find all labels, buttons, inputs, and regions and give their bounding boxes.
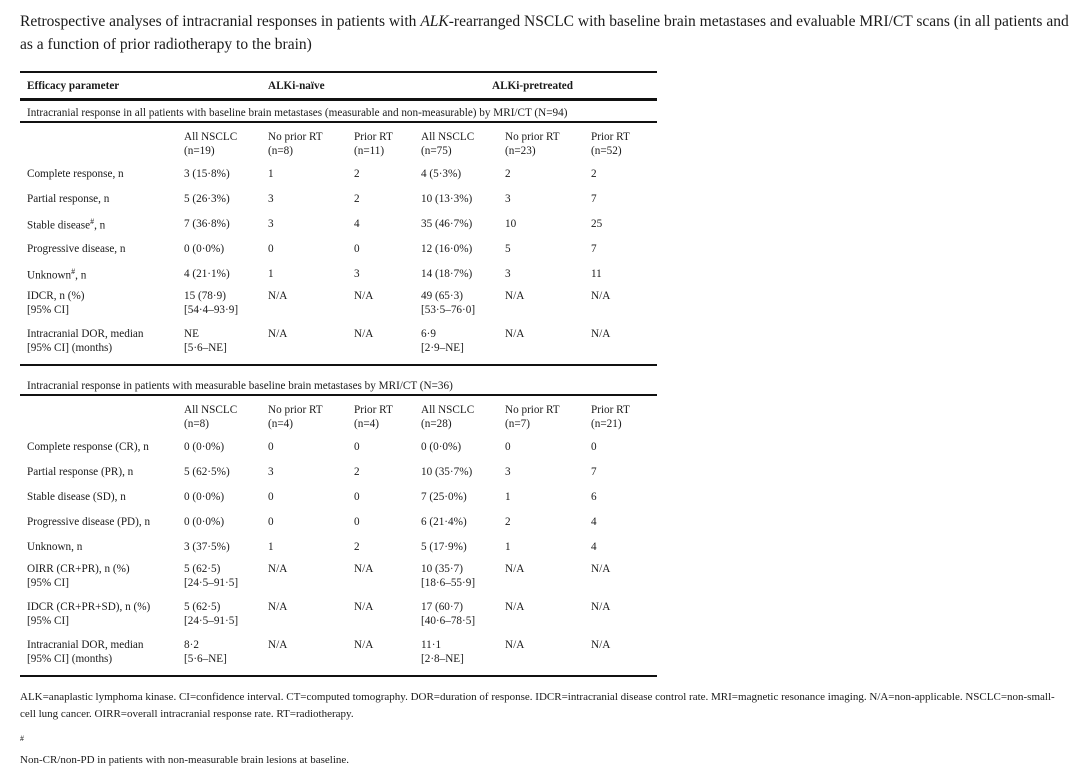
subheader-cell: All NSCLC (n=28) [421, 404, 475, 430]
subheader-cell: All NSCLC (n=75) [421, 131, 475, 157]
table-row [20, 635, 657, 673]
table-cell: N/A [591, 290, 611, 302]
table-cell: 3 [268, 217, 274, 230]
table-cell: N/A [268, 290, 288, 302]
table-cell: N/A [505, 328, 525, 340]
table-cell: 1 [268, 540, 274, 553]
table-cell: 0 [591, 440, 597, 453]
table-row [20, 434, 657, 459]
table-cell: 2 [354, 192, 360, 205]
table-row [20, 324, 657, 362]
table-cell: N/A [591, 328, 611, 340]
row-label: Intracranial DOR, median [95% CI] (months) [27, 639, 144, 665]
table-cell: 6 (21·4%) [421, 515, 467, 528]
table-cell: 0 [268, 515, 274, 528]
row-label: IDCR, n (%) [95% CI] [27, 290, 85, 316]
subheader-cell: Prior RT (n=11) [354, 131, 393, 157]
header-alki-pretreated: ALKi-pretreated [492, 79, 573, 92]
table-cell: 2 [505, 515, 511, 528]
table-cell: 0 [505, 440, 511, 453]
table-cell: 3 [505, 267, 511, 280]
table-row [20, 261, 657, 286]
table-cell: 3 [505, 192, 511, 205]
table-cell: N/A [354, 601, 374, 613]
table-cell: 2 [354, 465, 360, 478]
subheader-cell: All NSCLC (n=8) [184, 404, 238, 430]
row-label: Stable disease#, n [27, 216, 106, 232]
table-cell: 1 [505, 540, 511, 553]
table-cell: 1 [268, 267, 274, 280]
table-cell: 0 (0·0%) [421, 440, 462, 453]
table-cell: 5 (62·5%) [184, 465, 230, 478]
table-cell: 3 (15·8%) [184, 167, 230, 180]
table-cell: 10 (35·7%) [421, 465, 473, 478]
row-label: Complete response (CR), n [27, 440, 149, 453]
row-label: Unknown, n [27, 540, 83, 553]
table-cell: 3 (37·5%) [184, 540, 230, 553]
table-cell: N/A [268, 601, 288, 613]
table-cell: 3 [354, 267, 360, 280]
table-cell: 6 [591, 490, 597, 503]
table-cell: 10 [505, 217, 517, 230]
section-title: Intracranial response in patients with measurable baseline brain metastases by MRI/CT (N=36) [20, 376, 657, 396]
table-cell: 4 (21·1%) [184, 267, 230, 280]
table-cell: 0 (0·0%) [184, 440, 225, 453]
table-row [20, 534, 657, 559]
subheader-cell: Prior RT (n=21) [591, 404, 630, 430]
table-cell: 10 (13·3%) [421, 192, 473, 205]
table-cell: 7 [591, 465, 597, 478]
row-label: Partial response (PR), n [27, 465, 134, 478]
table-cell: 11·1 [2·8–NE] [421, 639, 464, 665]
table-row [20, 597, 657, 635]
table-cell: N/A [505, 639, 525, 651]
table-cell: 0 (0·0%) [184, 242, 225, 255]
table-cell: 2 [505, 167, 511, 180]
table-cell: 5 (26·3%) [184, 192, 230, 205]
table-cell: N/A [354, 328, 374, 340]
table-row [20, 559, 657, 597]
table-row [20, 161, 657, 186]
table-cell: 4 [591, 515, 597, 528]
table-cell: N/A [268, 639, 288, 651]
table-cell: 3 [268, 465, 274, 478]
table-row [20, 286, 657, 324]
table-cell: 0 (0·0%) [184, 490, 225, 503]
table-cell: 0 [268, 440, 274, 453]
table-cell: 5 (62·5) [24·5–91·5] [184, 563, 239, 589]
table-cell: 0 [354, 490, 360, 503]
row-label: IDCR (CR+PR+SD), n (%) [95% CI] [27, 601, 151, 627]
row-label: Complete response, n [27, 167, 124, 180]
table-cell: 0 [354, 515, 360, 528]
table-cell: 0 (0·0%) [184, 515, 225, 528]
row-label: Progressive disease (PD), n [27, 515, 151, 528]
table-cell: 3 [505, 465, 511, 478]
table-cell: N/A [505, 601, 525, 613]
table-cell: 12 (16·0%) [421, 242, 473, 255]
table-cell: N/A [354, 563, 374, 575]
row-label: Progressive disease, n [27, 242, 126, 255]
row-label: Stable disease (SD), n [27, 490, 126, 503]
header-alki-naive: ALKi-naïve [268, 79, 325, 92]
subheader-cell: No prior RT (n=4) [268, 404, 323, 430]
table-cell: N/A [268, 328, 288, 340]
table-cell: 6·9 [2·9–NE] [421, 328, 464, 354]
table-cell: N/A [591, 601, 611, 613]
row-label: Unknown#, n [27, 266, 87, 282]
subheader-cell: No prior RT (n=8) [268, 131, 323, 157]
subheader-cell: Prior RT (n=52) [591, 131, 630, 157]
table-cell: N/A [591, 563, 611, 575]
table-cell: 7 [591, 242, 597, 255]
table-cell: 5 (62·5) [24·5–91·5] [184, 601, 239, 627]
table-cell: N/A [268, 563, 288, 575]
table-cell: 7 (25·0%) [421, 490, 467, 503]
header-efficacy-parameter: Efficacy parameter [27, 79, 120, 92]
subheader-cell: Prior RT (n=4) [354, 404, 393, 430]
table-cell: 1 [268, 167, 274, 180]
table-cell: N/A [505, 290, 525, 302]
table-cell: 25 [591, 217, 603, 230]
empty-cell [20, 130, 184, 161]
row-label: Partial response, n [27, 192, 110, 205]
column-subheader [20, 396, 657, 434]
table-cell: 2 [591, 167, 597, 180]
divider [20, 675, 657, 677]
section-title: Intracranial response in all patients with baseline brain metastases (measurable and non-measurable) by MRI/CT (N=94) [20, 103, 657, 123]
footnote-hash: # Non-CR/non-PD in patients with non-measurable brain lesions at baseline. [20, 734, 350, 766]
table-cell: 1 [505, 490, 511, 503]
table-cell: 49 (65·3) [53·5–76·0] [421, 290, 476, 316]
table-cell: 0 [354, 440, 360, 453]
table-cell: 14 (18·7%) [421, 267, 473, 280]
empty-cell [20, 403, 184, 434]
table-row [20, 236, 657, 261]
table-cell: 0 [268, 242, 274, 255]
table-row [20, 211, 657, 236]
table-cell: 35 (46·7%) [421, 217, 473, 230]
table-cell: N/A [505, 563, 525, 575]
table-cell: 11 [591, 267, 602, 280]
table-cell: 4 [591, 540, 597, 553]
table-cell: 15 (78·9) [54·4–93·9] [184, 290, 239, 316]
footnote-abbreviations: ALK=anaplastic lymphoma kinase. CI=confidence interval. CT=computed tomography. DOR=duration of response. IDCR=intracranial disease control rate. MRI=magnetic resonance imaging. N/A=non-applicable. NSCLC=non-small-cell lung cancer. OIRR=overall intracranial response rate. RT=radiotherapy. [20, 691, 1055, 720]
table-cell: NE [5·6–NE] [184, 328, 227, 354]
table-cell: 8·2 [5·6–NE] [184, 639, 227, 665]
table-cell: 10 (35·7) [18·6–55·9] [421, 563, 476, 589]
table-cell: 4 (5·3%) [421, 167, 462, 180]
table-cell: 3 [268, 192, 274, 205]
table-header [20, 71, 657, 101]
table-cell: 0 [268, 490, 274, 503]
subheader-cell: No prior RT (n=23) [505, 131, 560, 157]
table-row [20, 459, 657, 484]
table-cell: 4 [354, 217, 360, 230]
row-label: OIRR (CR+PR), n (%) [95% CI] [27, 563, 130, 589]
table-cell: N/A [354, 639, 374, 651]
table-cell: 7 [591, 192, 597, 205]
table-cell: 2 [354, 167, 360, 180]
table-cell: 17 (60·7) [40·6–78·5] [421, 601, 476, 627]
table-cell: 7 (36·8%) [184, 217, 230, 230]
table-title: Retrospective analyses of intracranial responses in patients with ALK-rearranged NSCLC with baseline brain metastases and evaluable MRI/CT scans (in all patients and as a function of prior radiotherapy to the brain) [20, 13, 1069, 53]
row-label: Intracranial DOR, median [95% CI] (months) [27, 328, 144, 354]
table-cell: 5 (17·9%) [421, 540, 467, 553]
table-cell: 2 [354, 540, 360, 553]
table-cell: N/A [354, 290, 374, 302]
table-row [20, 509, 657, 534]
efficacy-table [20, 71, 657, 677]
table-row [20, 186, 657, 211]
column-subheader [20, 123, 657, 161]
table-cell: N/A [591, 639, 611, 651]
table-row [20, 484, 657, 509]
table-cell: 5 [505, 242, 511, 255]
divider [20, 364, 657, 366]
subheader-cell: No prior RT (n=7) [505, 404, 560, 430]
subheader-cell: All NSCLC (n=19) [184, 131, 238, 157]
table-cell: 0 [354, 242, 360, 255]
